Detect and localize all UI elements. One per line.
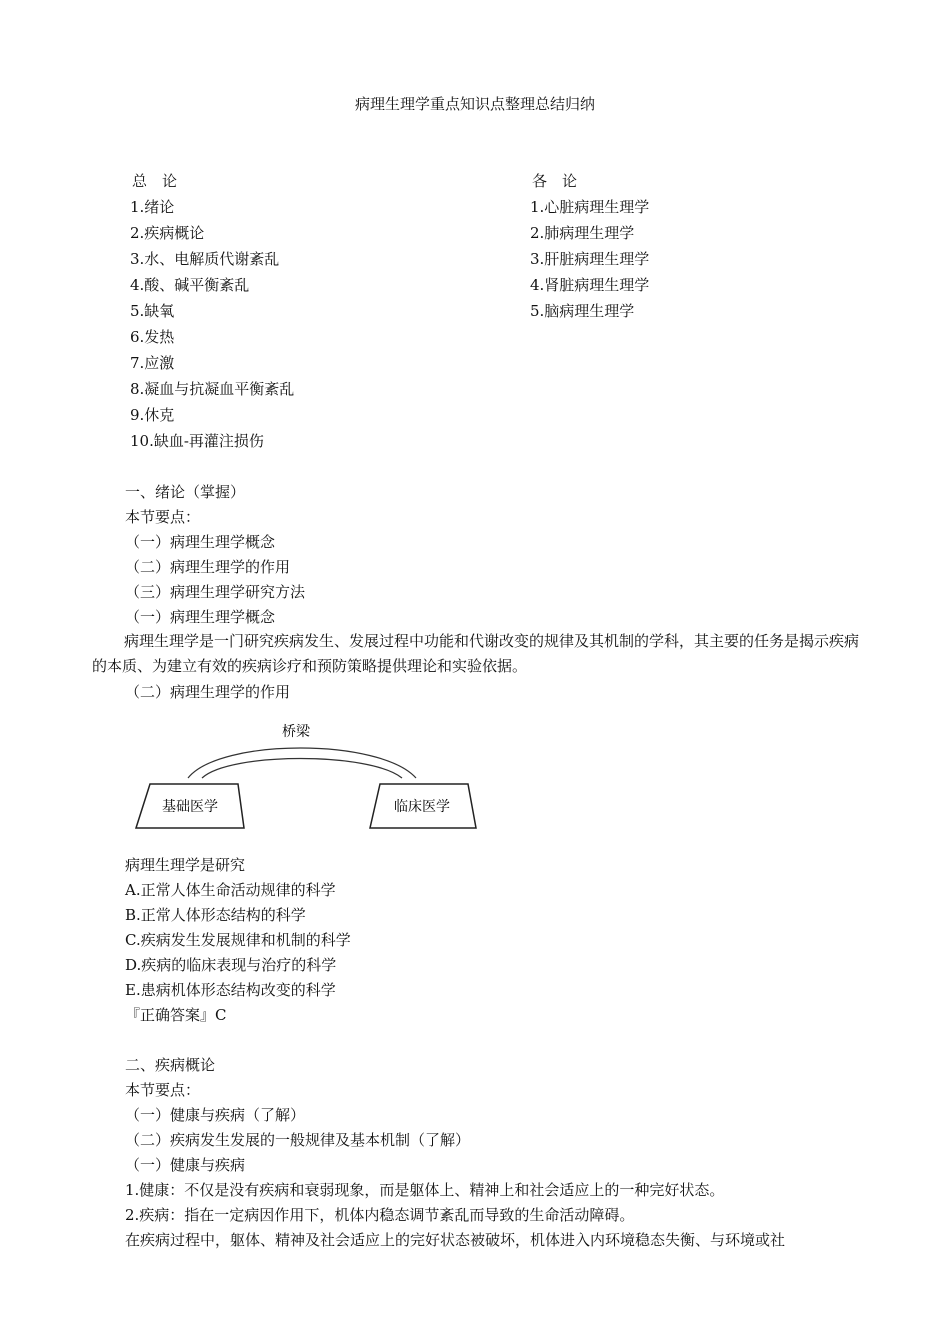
bridge-label: 桥梁 <box>282 724 310 740</box>
bridge-arc-inner <box>202 759 402 779</box>
question-option: C.疾病发生发展规律和机制的科学 <box>125 931 351 949</box>
disease-process: 在疾病过程中，躯体、精神及社会适应上的完好状态被破坏，机体进入内环境稳态失衡、与环境或社 <box>125 1231 786 1249</box>
question-option: E.患病机体形态结构改变的科学 <box>125 981 336 999</box>
question-option: B.正常人体形态结构的科学 <box>125 906 306 924</box>
toc-specific-item: 1.心脏病理生理学 <box>530 198 650 216</box>
toc-general-item: 6.发热 <box>130 328 175 346</box>
toc-general-item: 4.酸、碱平衡紊乱 <box>130 276 250 294</box>
section1-point: （一）病理生理学概念 <box>125 533 276 551</box>
section1-point: （三）病理生理学研究方法 <box>125 583 306 601</box>
question-option: D.疾病的临床表现与治疗的科学 <box>125 956 337 974</box>
section2-key-points-label: 本节要点： <box>125 1081 201 1099</box>
question-option: A.正常人体生命活动规律的科学 <box>125 881 336 899</box>
toc-specific-item: 3.肝脏病理生理学 <box>530 250 650 268</box>
section1-sub1-heading: （一）病理生理学概念 <box>125 608 276 626</box>
health-definition: 1.健康：不仅是没有疾病和衰弱现象，而是躯体上、精神上和社会适应上的一种完好状态。 <box>125 1181 725 1199</box>
toc-general-item: 3.水、电解质代谢紊乱 <box>130 250 280 268</box>
toc-specific-item: 4.肾脏病理生理学 <box>530 276 650 294</box>
question-answer: 『正确答案』C <box>125 1006 227 1024</box>
section1-sub2-heading: （二）病理生理学的作用 <box>125 683 291 701</box>
toc-general-item: 10.缺血-再灌注损伤 <box>130 432 264 450</box>
section1-key-points-label: 本节要点： <box>125 508 201 526</box>
section1-point: （二）病理生理学的作用 <box>125 558 291 576</box>
toc-general-item: 8.凝血与抗凝血平衡紊乱 <box>130 380 295 398</box>
section1-definition: 病理生理学是一门研究疾病发生、发展过程中功能和代谢改变的规律及其机制的学科，其主要的任务是揭示疾病的本质、为建立有效的疾病诊疗和预防策略提供理论和实验依据。 <box>92 632 860 675</box>
toc-specific-item: 5.脑病理生理学 <box>530 302 635 320</box>
toc-general-item: 5.缺氧 <box>130 302 175 320</box>
toc-general-item: 2.疾病概论 <box>130 224 205 242</box>
bridge-arc <box>188 748 416 778</box>
bridge-diagram <box>130 712 490 837</box>
section1-heading: 一、绪论（掌握） <box>125 483 246 501</box>
toc-general-item: 1.绪论 <box>130 198 175 216</box>
toc-general-item: 7.应激 <box>130 354 175 372</box>
section2-point: （一）健康与疾病（了解） <box>125 1106 306 1124</box>
toc-specific-heading: 各 论 <box>532 172 578 190</box>
disease-definition: 2.疾病：指在一定病因作用下，机体内稳态调节紊乱而导致的生命活动障碍。 <box>125 1206 635 1224</box>
toc-general-heading: 总 论 <box>132 172 178 190</box>
page-title: 病理生理学重点知识点整理总结归纳 <box>354 95 595 113</box>
section2-heading: 二、疾病概论 <box>125 1056 216 1074</box>
toc-general-item: 9.休克 <box>130 406 175 424</box>
toc-specific-item: 2.肺病理生理学 <box>530 224 635 242</box>
section2-sub1-heading: （一）健康与疾病 <box>125 1156 246 1174</box>
question-stem: 病理生理学是研究 <box>125 856 246 874</box>
section2-point: （二）疾病发生发展的一般规律及基本机制（了解） <box>125 1131 471 1149</box>
right-box-label: 临床医学 <box>394 799 450 815</box>
left-box-label: 基础医学 <box>162 799 218 815</box>
